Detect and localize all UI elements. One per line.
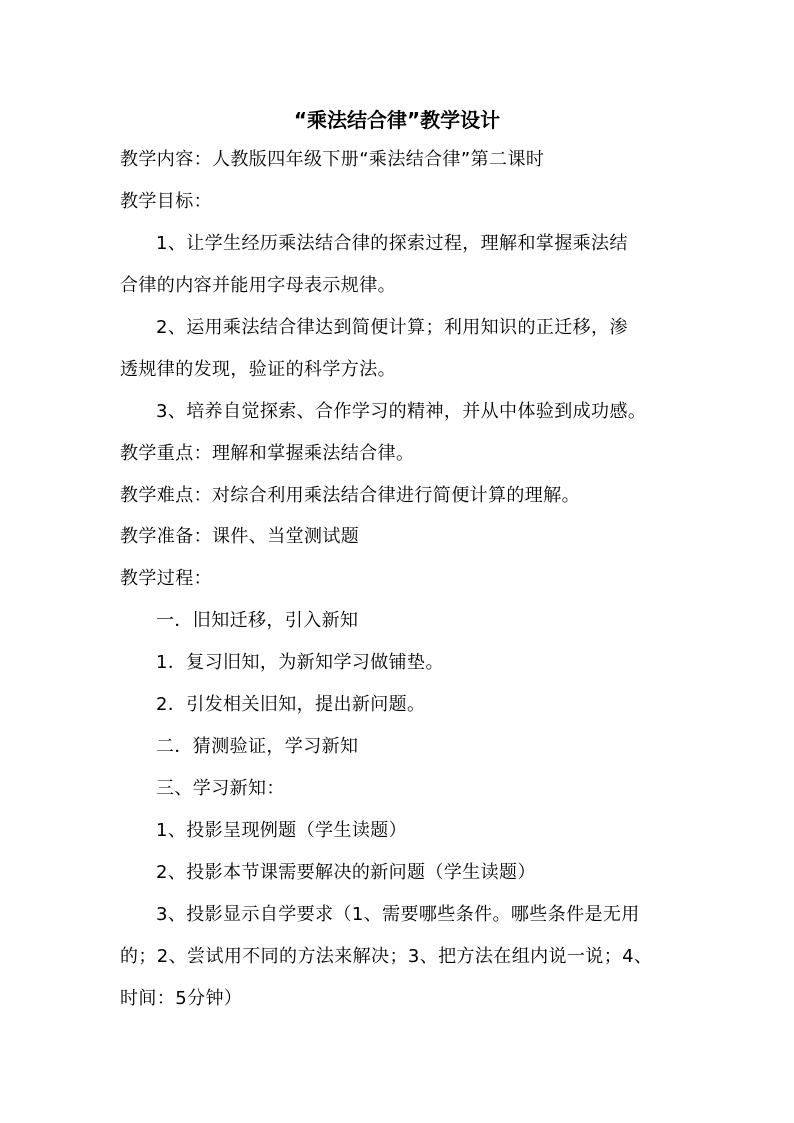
step-3-item-3-line-1: 3、投影显示自学要求（1、需要哪些条件。哪些条件是无用 bbox=[156, 904, 640, 925]
step-3-heading: 三、学习新知： bbox=[156, 778, 285, 799]
objective-1-line-2: 合律的内容并能用字母表示规律。 bbox=[120, 275, 396, 296]
document-title: “乘法结合律”教学设计 bbox=[293, 108, 501, 132]
step-3-item-1: 1、投影呈现例题（学生读题） bbox=[156, 820, 408, 841]
step-3-item-3-line-2: 的；2、尝试用不同的方法来解决；3、把方法在组内说一说；4、 bbox=[120, 946, 653, 967]
step-1-item-1: 1．复习旧知，为新知学习做铺垫。 bbox=[156, 652, 444, 673]
process-heading: 教学过程： bbox=[120, 568, 212, 589]
step-1-item-2: 2．引发相关旧知，提出新问题。 bbox=[156, 694, 426, 715]
step-1-heading: 一．旧知迁移，引入新知 bbox=[156, 610, 359, 631]
step-2-heading: 二．猜测验证，学习新知 bbox=[156, 736, 359, 757]
step-3-item-3-line-3: 时间：5分钟） bbox=[120, 988, 243, 1009]
step-3-item-2: 2、投影本节课需要解决的新问题（学生读题） bbox=[156, 862, 536, 883]
difficulty: 教学难点：对综合利用乘法结合律进行简便计算的理解。 bbox=[120, 485, 580, 506]
teaching-content: 教学内容：人教版四年级下册“乘法结合律”第二课时 bbox=[120, 149, 545, 170]
objective-2-line-2: 透规律的发现，验证的科学方法。 bbox=[120, 359, 396, 380]
preparation: 教学准备：课件、当堂测试题 bbox=[120, 526, 360, 547]
objective-1-line-1: 1、让学生经历乘法结合律的探索过程，理解和掌握乘法结 bbox=[156, 233, 628, 254]
objective-3: 3、培养自觉探索、合作学习的精神，并从中体验到成功感。 bbox=[156, 401, 647, 422]
objectives-heading: 教学目标： bbox=[120, 191, 212, 212]
objective-2-line-1: 2、运用乘法结合律达到简便计算；利用知识的正迁移，渗 bbox=[156, 317, 628, 338]
key-point: 教学重点：理解和掌握乘法结合律。 bbox=[120, 443, 415, 464]
